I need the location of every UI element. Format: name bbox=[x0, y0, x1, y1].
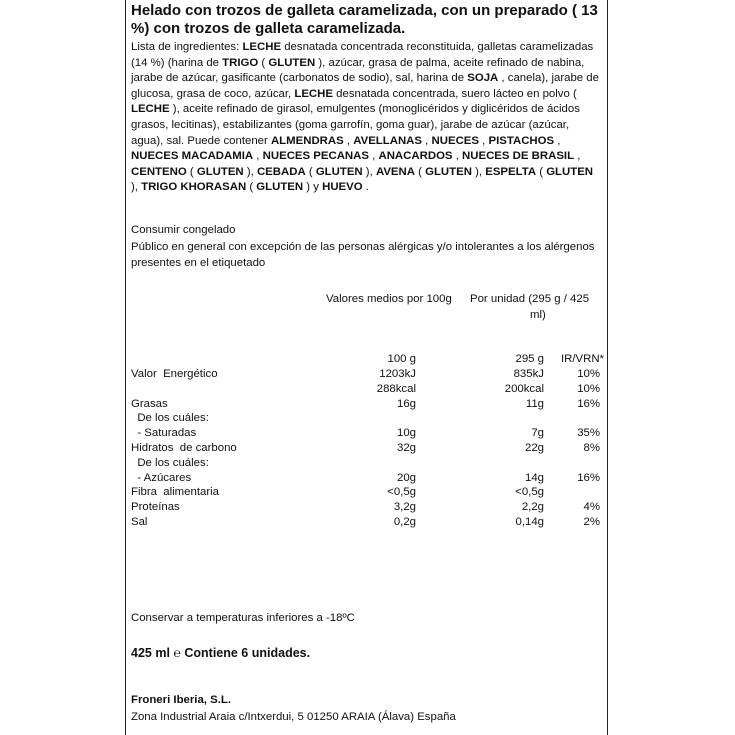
nutrient-value-ir: 10% bbox=[577, 382, 600, 395]
allergen: AVELLANAS bbox=[353, 134, 423, 147]
allergen: GLUTEN bbox=[425, 165, 472, 178]
nutrient-label: - Azúcares bbox=[131, 471, 192, 484]
ingredient-text: ), bbox=[243, 165, 257, 178]
nutrient-value-100g: 16g bbox=[396, 397, 416, 410]
nutrient-value-ir: 10% bbox=[577, 368, 600, 380]
ingredient-text: Lista de ingredientes: bbox=[131, 41, 243, 53]
allergen: CEBADA bbox=[256, 165, 306, 178]
nutrient-value-ir: 8% bbox=[583, 442, 600, 454]
product-title: Helado con trozos de galleta caramelizada, con un preparado ( 13 %) con trozos de galleta caramelizada. bbox=[131, 2, 598, 37]
nutrient-value-ir: 16% bbox=[577, 397, 600, 410]
allergen: NUECES PECANAS bbox=[262, 150, 369, 163]
nutrient-value-unit: 835kJ bbox=[513, 368, 544, 380]
nutrient-value-100g: 32g bbox=[396, 442, 416, 454]
nutrition-header-per100: Valores medios por 100g bbox=[326, 293, 452, 305]
allergen: GLUTEN bbox=[546, 165, 594, 178]
ingredient-text: , bbox=[452, 150, 463, 163]
nutrient-value-unit: 200kcal bbox=[504, 382, 544, 395]
nutrient-label: Sal bbox=[131, 516, 148, 528]
net-content: 425 ml ℮ Contiene 6 unidades. bbox=[131, 646, 311, 660]
ingredient-text: , canela), jarabe de glucosa, grasa de coco, azúcar, bbox=[131, 72, 599, 100]
storage-hint: Consumir congelado bbox=[131, 224, 236, 236]
allergen: LECHE bbox=[242, 41, 282, 53]
nutrient-value-unit: 22g bbox=[524, 442, 544, 454]
nutrient-value-unit: 14g bbox=[524, 471, 544, 484]
ingredient-text: . bbox=[362, 181, 369, 194]
ingredient-text: , bbox=[253, 150, 263, 163]
nutrient-label: Grasas bbox=[131, 397, 168, 410]
nutrient-value-100g: 3,2g bbox=[393, 501, 416, 514]
ingredient-text: ( bbox=[186, 165, 197, 178]
ingredient-text: ), bbox=[362, 165, 376, 178]
nutrient-value-ir: 4% bbox=[583, 501, 600, 514]
ingredient-text: , bbox=[574, 150, 581, 163]
target-public: Público en general con excepción de las personas alérgicas y/o intolerantes a los alérgenos presentes en el etiquetado bbox=[131, 241, 595, 269]
nutrition-header-unit: Por unidad (295 g / 425 bbox=[470, 293, 590, 305]
nutrient-label: Hidratos de carbono bbox=[131, 442, 237, 454]
allergen: PISTACHOS bbox=[488, 134, 555, 147]
allergen: GLUTEN bbox=[196, 165, 244, 178]
ingredient-text: , bbox=[479, 134, 489, 147]
allergen: SOJA bbox=[467, 72, 499, 85]
allergen: CENTENO bbox=[131, 165, 187, 178]
col-header-unit: 295 g bbox=[515, 353, 544, 365]
ingredient-text: desnatada concentrada, suero lácteo en polvo ( bbox=[332, 87, 577, 100]
nutrient-label: Valor Energético bbox=[131, 368, 218, 380]
nutrient-value-unit: 7g bbox=[531, 427, 544, 440]
allergen: ESPELTA bbox=[485, 165, 537, 178]
allergen: LECHE bbox=[294, 87, 333, 100]
company-name: Froneri Iberia, S.L. bbox=[131, 694, 232, 706]
ingredient-text: , bbox=[554, 134, 561, 147]
nutrient-value-100g: 1203kJ bbox=[379, 368, 416, 380]
nutrient-label: De los cuáles: bbox=[131, 412, 209, 425]
nutrient-label: Proteínas bbox=[131, 501, 180, 514]
nutrient-value-100g: 0,2g bbox=[393, 516, 416, 528]
nutrition-header-unit-cont: ml) bbox=[530, 309, 546, 321]
ingredient-text: , bbox=[368, 150, 379, 163]
nutrient-label: - Saturadas bbox=[131, 427, 197, 440]
allergen: AVENA bbox=[375, 165, 415, 178]
nutrient-value-ir: 2% bbox=[583, 516, 600, 528]
allergen: ALMENDRAS bbox=[270, 134, 344, 147]
ingredient-text: ( bbox=[246, 181, 257, 194]
allergen: ANACARDOS bbox=[378, 150, 453, 163]
storage-temperature: Conservar a temperaturas inferiores a -18ºC bbox=[131, 612, 355, 624]
col-header-ir: IR/VRN* bbox=[560, 353, 604, 365]
nutrient-value-100g: 20g bbox=[396, 471, 416, 484]
ingredient-text: desnatada concentrada reconstituida, galletas caramelizadas (14 %) (harina de bbox=[131, 41, 594, 69]
nutrient-value-ir: 35% bbox=[577, 427, 600, 440]
allergen: NUECES DE BRASIL bbox=[462, 150, 575, 163]
allergen: GLUTEN bbox=[268, 56, 316, 69]
ingredient-text: , bbox=[422, 134, 432, 147]
ingredient-text: ), aceite refinado de girasol, emulgentes (monoglicéridos y diglicéridos de ácidos grasos, lecitinas), estabilizantes (goma garrofín, goma guar), jarabe de azúcar (azúcar, agua), sal. Puede contener bbox=[131, 103, 580, 147]
nutrient-value-unit: <0,5g bbox=[515, 486, 544, 499]
allergen: TRIGO KHORASAN bbox=[141, 181, 247, 194]
ingredient-text: ) y bbox=[303, 181, 323, 194]
nutrient-value-unit: 0,14g bbox=[515, 516, 544, 528]
nutrient-label: De los cuáles: bbox=[131, 456, 209, 469]
nutrient-value-100g: 10g bbox=[396, 427, 416, 440]
ingredient-text: ( bbox=[536, 165, 547, 178]
ingredient-text: ), bbox=[471, 165, 486, 178]
ingredients-list bbox=[131, 40, 603, 196]
nutrient-value-100g: 288kcal bbox=[376, 382, 416, 395]
allergen: NUECES bbox=[431, 134, 479, 147]
ingredient-text: ( bbox=[414, 165, 426, 178]
allergen: NUECES MACADAMIA bbox=[131, 150, 254, 163]
col-header-100g: 100 g bbox=[387, 353, 416, 365]
allergen: LECHE bbox=[131, 103, 170, 116]
ingredient-text: ( bbox=[258, 56, 269, 69]
allergen: HUEVO bbox=[322, 181, 363, 194]
company-address: Zona Industrial Araia c/Intxerdui, 5 01250 ARAIA (Álava) España bbox=[131, 711, 456, 723]
ingredient-text: ( bbox=[305, 165, 316, 178]
label-frame bbox=[125, 0, 608, 735]
ingredient-text: ), bbox=[131, 181, 142, 194]
allergen: GLUTEN bbox=[315, 165, 363, 178]
allergen: GLUTEN bbox=[256, 181, 304, 194]
nutrient-value-100g: <0,5g bbox=[387, 486, 416, 499]
nutrient-value-ir: 16% bbox=[577, 471, 600, 484]
nutrient-value-unit: 11g bbox=[525, 397, 544, 410]
allergen: TRIGO bbox=[222, 56, 259, 69]
nutrient-label: Fibra alimentaria bbox=[131, 486, 219, 499]
nutrient-value-unit: 2,2g bbox=[521, 501, 544, 514]
ingredient-text: ), azúcar, grasa de palma, aceite refinado de nabina, jarabe de azúcar, gasificante (carbonatos de sodio), sal, harina de bbox=[131, 56, 585, 85]
ingredient-text: , bbox=[343, 134, 354, 147]
